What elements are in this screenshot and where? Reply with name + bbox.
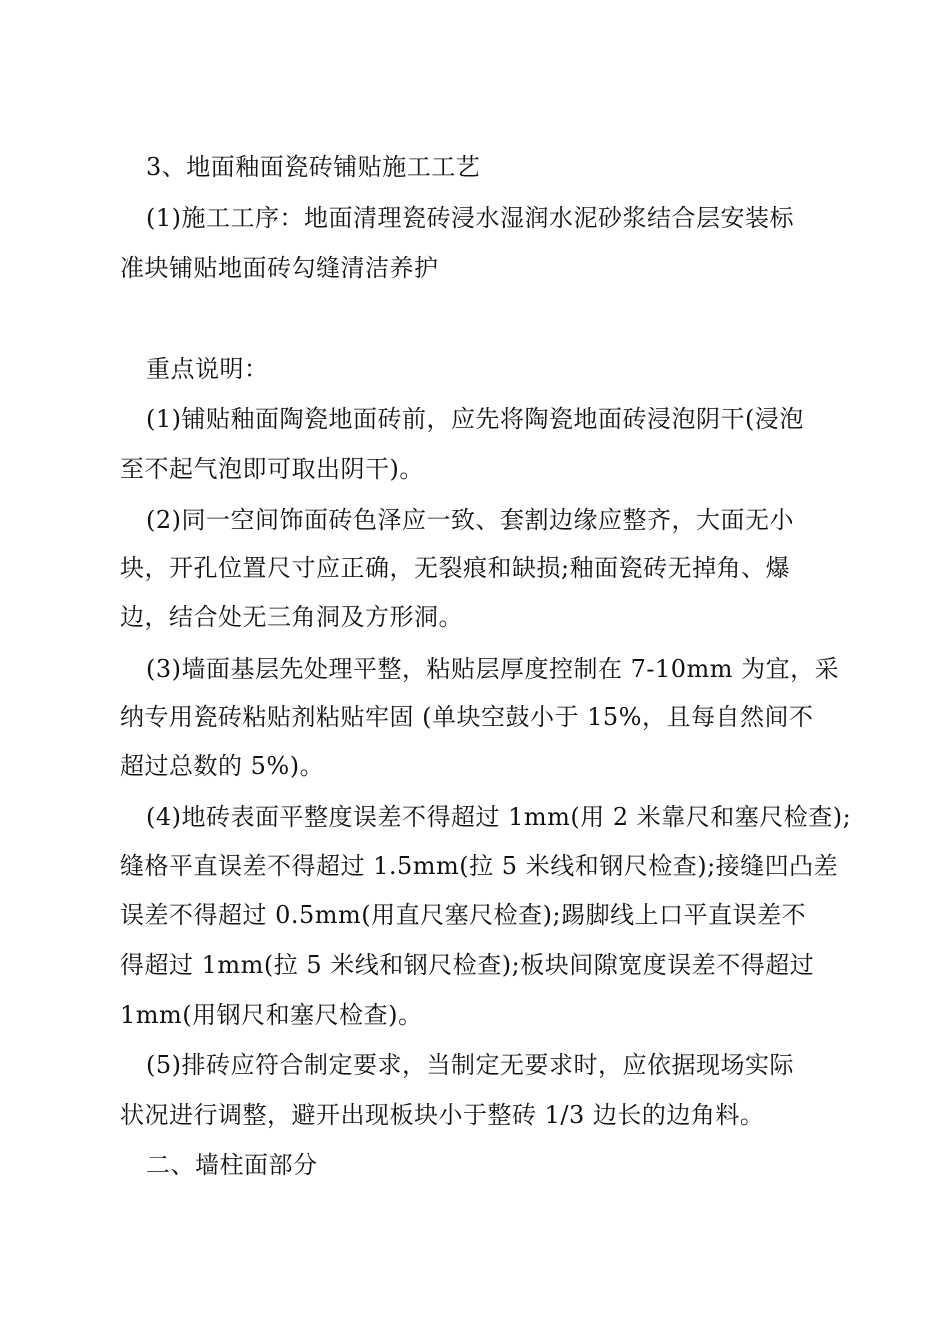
section-heading: 二、墙柱面部分 xyxy=(146,1151,318,1179)
paragraph-line: (5)排砖应符合制定要求，当制定无要求时，应依据现场实际 xyxy=(146,1051,794,1079)
paragraph-line: 得超过 1mm(拉 5 米线和钢尺检查);板块间隙宽度误差不得超过 xyxy=(120,951,815,979)
paragraph-line: (4)地砖表面平整度误差不得超过 1mm(用 2 米靠尺和塞尺检查); xyxy=(146,803,852,831)
paragraph-line: 块，开孔位置尺寸应正确，无裂痕和缺损;釉面瓷砖无掉角、爆 xyxy=(120,554,791,582)
paragraph-line: 超过总数的 5%)。 xyxy=(120,752,325,780)
paragraph-line: (2)同一空间饰面砖色泽应一致、套割边缘应整齐，大面无小 xyxy=(146,506,794,534)
paragraph-line: (3)墙面基层先处理平整，粘贴层厚度控制在 7-10mm 为宜，采 xyxy=(146,655,840,683)
key-points-heading: 重点说明： xyxy=(146,355,269,383)
paragraph-line: 准块铺贴地面砖勾缝清洁养护 xyxy=(120,254,439,282)
paragraph-line: 误差不得超过 0.5mm(用直尺塞尺检查);踢脚线上口平直误差不 xyxy=(120,901,807,929)
paragraph-line: 状况进行调整，避开出现板块小于整砖 1/3 边长的边角料。 xyxy=(120,1101,765,1129)
paragraph-line: 边，结合处无三角洞及方形洞。 xyxy=(120,603,463,631)
section-heading: 3、地面釉面瓷砖铺贴施工工艺 xyxy=(146,153,481,181)
paragraph-line: (1)施工工序：地面清理瓷砖浸水湿润水泥砂浆结合层安装标 xyxy=(146,204,794,232)
paragraph-line: 1mm(用钢尺和塞尺检查)。 xyxy=(120,1001,423,1029)
paragraph-line: 缝格平直误差不得超过 1.5mm(拉 5 米线和钢尺检查);接缝凹凸差 xyxy=(120,852,839,880)
paragraph-line: (1)铺贴釉面陶瓷地面砖前，应先将陶瓷地面砖浸泡阴干(浸泡 xyxy=(146,405,804,433)
paragraph-line: 至不起气泡即可取出阴干)。 xyxy=(120,455,424,483)
paragraph-line: 纳专用瓷砖粘贴剂粘贴牢固 (单块空鼓小于 15%，且每自然间不 xyxy=(120,703,814,731)
